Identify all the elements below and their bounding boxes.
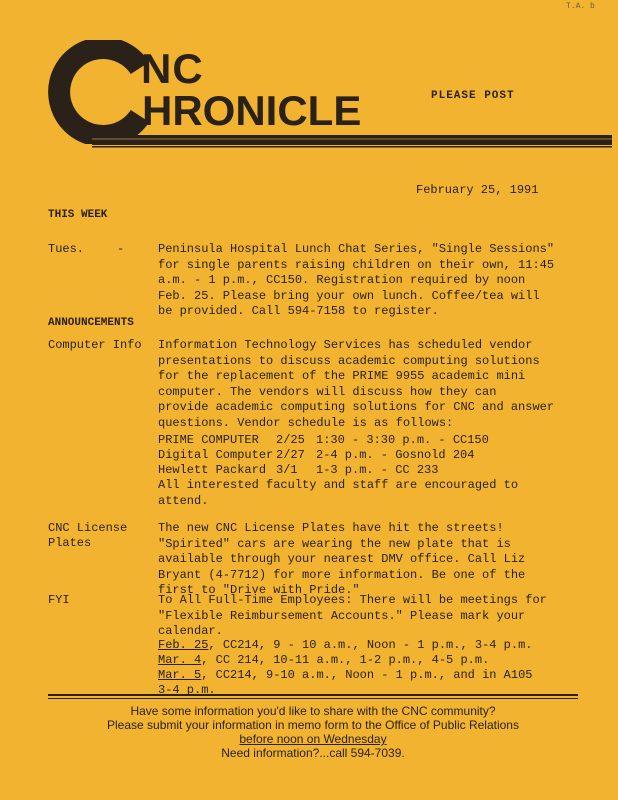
announcements-heading: ANNOUNCEMENTS — [48, 317, 134, 329]
license-plates-text: The new CNC License Plates have hit the streets! "Spirited" cars are wearing the new plate that is available through your nearest DMV office. Call Liz Bryant (4-7712) for more information. Be one of the first to "Drive with Pride." — [158, 521, 526, 597]
schedule-detail: 2-4 p.m. - Gosnold 204 — [316, 448, 475, 462]
footer-line1: Have some information you'd like to share with the CNC community? — [130, 704, 496, 718]
computer-info-closing: All interested faculty and staff are encouraged to attend. — [158, 478, 519, 508]
footer-deadline: before noon on Wednesday — [239, 732, 387, 746]
footer-contact: Need information?...call 594-7039. — [221, 746, 405, 760]
issue-date: February 25, 1991 — [416, 183, 539, 197]
this-week-heading: THIS WEEK — [48, 209, 108, 221]
this-week-day: Tues. — [48, 242, 85, 256]
fyi-text: To All Full-Time Employees: There will be meetings for "Flexible Reimbursement Accounts." Please mark your calendar. — [158, 593, 547, 638]
masthead — [48, 40, 608, 150]
chronicle-c-logo — [48, 40, 152, 144]
footer-line2: Please submit your information in memo form to the Office of Public Relations — [107, 718, 519, 732]
computer-info-label: Computer Info — [48, 338, 142, 352]
fyi-meeting-dates — [158, 638, 578, 698]
schedule-detail: 1-3 p.m. - CC 233 — [316, 463, 439, 477]
meeting-row — [158, 638, 578, 653]
meeting-detail: , CC214, 9-10 a.m., Noon - 1 p.m., and in A105 — [201, 668, 533, 682]
schedule-vendor: Digital Computer — [158, 448, 274, 462]
meeting-date: Mar. 4 — [158, 653, 202, 667]
schedule-date: 2/25 — [276, 433, 305, 447]
schedule-vendor: Hewlett Packard — [158, 463, 267, 477]
license-plates-label-line1: CNC License — [48, 521, 128, 535]
this-week-text: Peninsula Hospital Lunch Chat Series, "Single Sessions" for single parents raising children on their own, 11:45 a.m. - 1 p.m., CC150. Registration required by noon Feb. 25. Please bring your own lunch. Coffee/tea will be provided. Call 594-7158 to register. — [158, 242, 555, 318]
vendor-schedule — [158, 433, 578, 478]
masthead-line1: NC — [141, 45, 204, 92]
masthead-line2: HRONICLE — [142, 87, 362, 134]
meeting-detail: , CC214, 9 - 10 a.m., Noon - 1 p.m., 3-4 p.m. — [208, 638, 533, 652]
schedule-vendor: PRIME COMPUTER — [158, 433, 259, 447]
this-week-dash: - — [117, 242, 125, 256]
schedule-row — [158, 463, 578, 478]
schedule-row — [158, 448, 578, 463]
meeting-tail: 3-4 p.m. — [158, 683, 216, 697]
meeting-date: Feb. 25 — [158, 638, 209, 652]
meeting-row — [158, 653, 578, 668]
corner-mark: T.A. b — [566, 2, 595, 11]
fyi-label: FYI — [48, 593, 70, 607]
footer-rule — [48, 694, 578, 699]
please-post-label: PLEASE POST — [431, 90, 515, 102]
meeting-row — [158, 668, 578, 683]
license-plates-label-line2: Plates — [48, 536, 92, 550]
schedule-date: 3/1 — [276, 463, 298, 477]
meeting-detail: , CC 214, 10-11 a.m., 1-2 p.m., 4-5 p.m. — [201, 653, 490, 667]
schedule-row — [158, 433, 578, 448]
schedule-detail: 1:30 - 3:30 p.m. - CC150 — [316, 433, 489, 447]
schedule-date: 2/27 — [276, 448, 305, 462]
masthead-rule — [92, 134, 612, 148]
computer-info-text: Information Technology Services has scheduled vendor presentations to discuss academic computing solutions for the replacement of the PRIME 9955 academic mini computer. The vendors will discuss how they can provide academic computing solutions for CNC and answer questions. Vendor schedule is as follows: — [158, 338, 555, 430]
meeting-date: Mar. 5 — [158, 668, 202, 682]
footer — [48, 704, 578, 760]
